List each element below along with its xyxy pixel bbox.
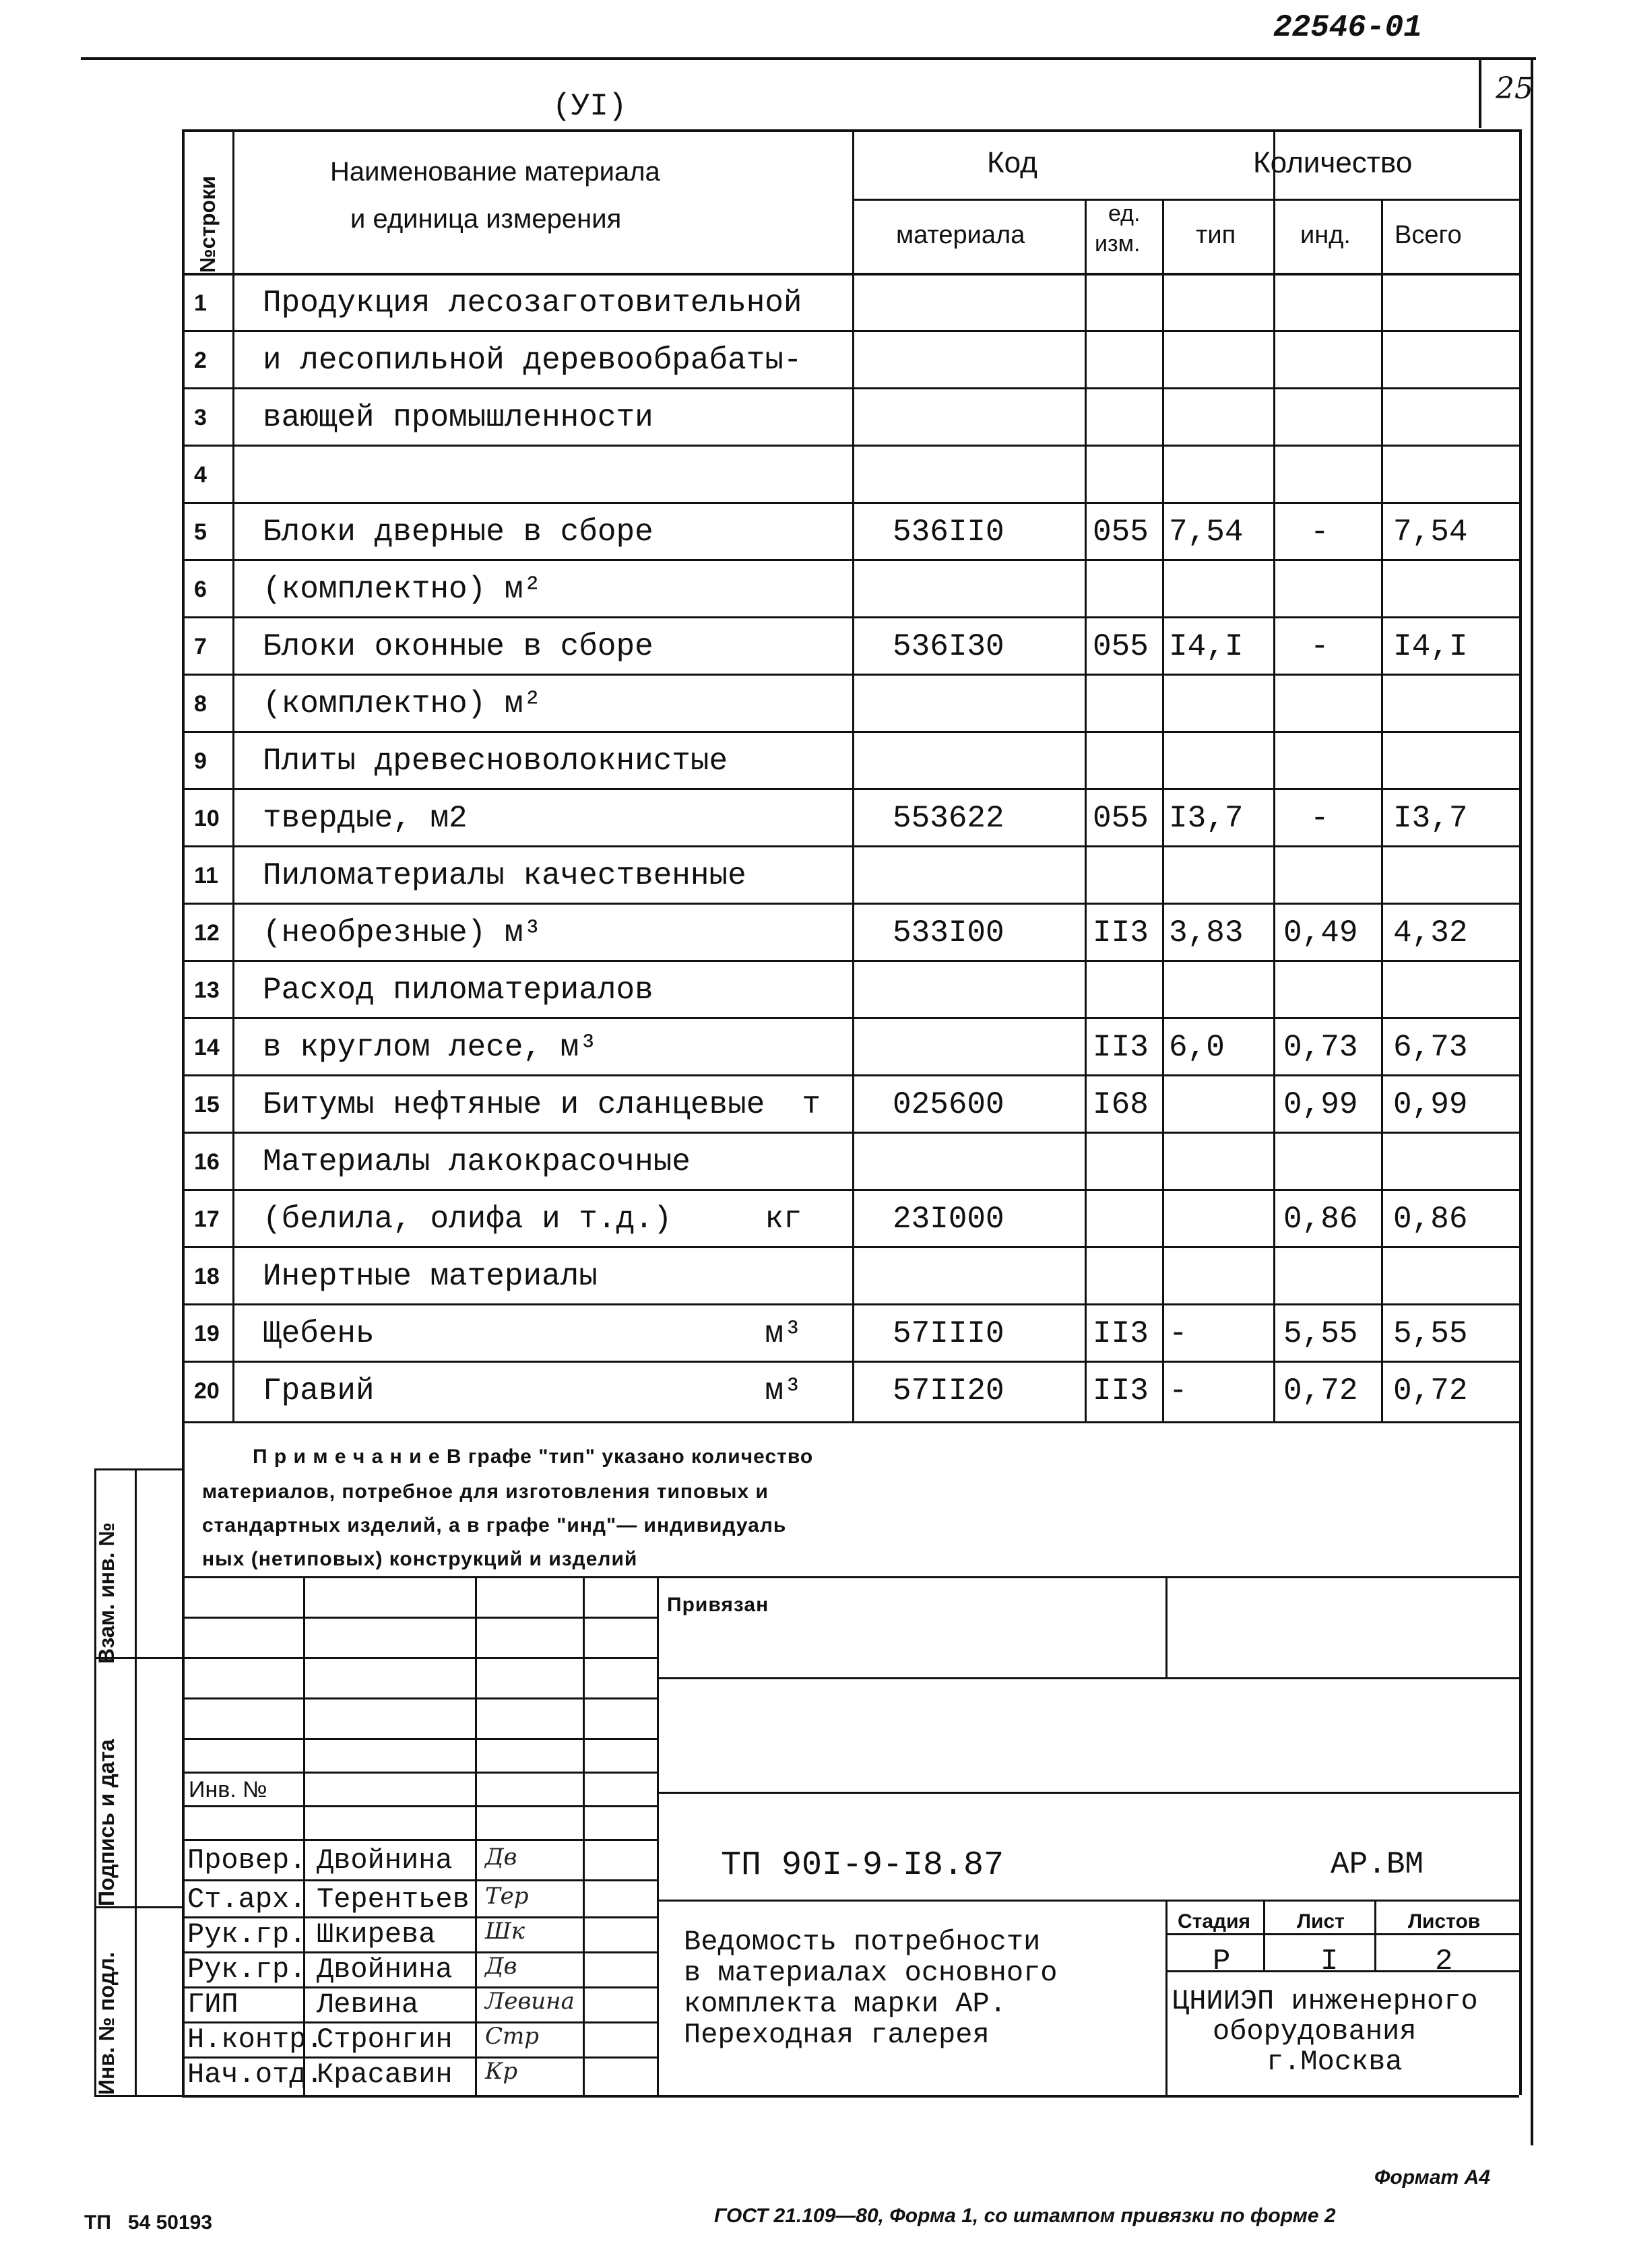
- unit-code: 055: [1093, 629, 1149, 664]
- column-line: [1273, 129, 1275, 1421]
- qty-ind: 0,72: [1283, 1373, 1358, 1408]
- unit-code: II3: [1093, 915, 1149, 950]
- title-line-1: Ведомость потребности: [684, 1926, 1041, 1958]
- qty-total: 5,55: [1393, 1316, 1468, 1351]
- material-name: Продукция лесозаготовительной: [263, 286, 802, 321]
- material-name: (комплектно) м²: [263, 686, 542, 721]
- right-border: [1531, 57, 1533, 2145]
- row-number: 7: [194, 634, 207, 659]
- signature-row-line: [182, 1805, 657, 1807]
- signer-name: Двойнина: [317, 1844, 453, 1877]
- row-number-header: №строки: [195, 176, 220, 273]
- inv-no-label: Инв. №: [189, 1777, 267, 1803]
- material-name: (комплектно) м²: [263, 572, 542, 607]
- material-name: Блоки оконные в сборе: [263, 629, 653, 664]
- stage-header-line: [1165, 1933, 1519, 1935]
- signer-signature: Дв: [485, 1844, 517, 1871]
- row-line: [182, 903, 1519, 905]
- row-line: [182, 1361, 1519, 1363]
- side-label-inv-podl: Инв. № подл.: [94, 1951, 119, 2095]
- material-name: Битумы нефтяные и сланцевые т: [263, 1087, 821, 1122]
- note-top-line: [182, 1421, 1519, 1423]
- stage-value: Р: [1213, 1945, 1231, 1978]
- qty-ind: 0,86: [1283, 1202, 1358, 1237]
- row-line: [182, 845, 1519, 847]
- qty-type: I3,7: [1169, 801, 1244, 836]
- type-header: тип: [1196, 221, 1236, 249]
- top-rule: [81, 57, 1536, 60]
- row-number: 11: [194, 863, 218, 888]
- binding-line: [94, 1468, 182, 1470]
- row-number: 8: [194, 691, 207, 717]
- material-name: Плиты древесноволокнистые: [263, 744, 728, 779]
- material-code: 57III0: [893, 1316, 1004, 1351]
- row-line: [182, 559, 1519, 561]
- row-number: 18: [194, 1264, 220, 1289]
- signature-col-line: [303, 1576, 305, 2095]
- signature-col-line: [583, 1576, 585, 2095]
- material-name: твердые, м2: [263, 801, 468, 836]
- unit-code: II3: [1093, 1030, 1149, 1065]
- row-line: [182, 616, 1519, 618]
- row-number: 20: [194, 1378, 220, 1404]
- material-name: Гравий м³: [263, 1373, 802, 1408]
- qty-total: 7,54: [1393, 515, 1468, 550]
- signer-name: Стронгин: [317, 2023, 453, 2056]
- unit-code: 055: [1093, 515, 1149, 550]
- row-line: [182, 387, 1519, 389]
- row-line: [182, 674, 1519, 676]
- sheets-label: Листов: [1408, 1910, 1481, 1933]
- signature-row-line: [182, 1839, 657, 1841]
- row-number: 12: [194, 920, 220, 946]
- title-line-4: Переходная галерея: [684, 2019, 990, 2051]
- stamp-right-border: [1519, 1421, 1522, 2095]
- row-number: 14: [194, 1035, 220, 1060]
- material-name: Расход пиломатериалов: [263, 973, 653, 1008]
- signature-col-line: [475, 1576, 477, 2095]
- sheets-value: 2: [1435, 1945, 1453, 1978]
- section-mark: (УI): [552, 89, 627, 124]
- signer-role: Н.контр.: [187, 2023, 323, 2056]
- title-line-3: комплекта марки АР.: [684, 1988, 1006, 2020]
- stamp-line: [657, 1900, 1519, 1902]
- row-number: 4: [194, 462, 207, 488]
- stage-divider: [1263, 1900, 1265, 1970]
- row-line: [182, 445, 1519, 447]
- row-line: [182, 1074, 1519, 1076]
- signature-row-line: [182, 1657, 657, 1659]
- signer-signature: Тер: [485, 1883, 529, 1910]
- row-line: [182, 1303, 1519, 1305]
- row-line: [182, 330, 1519, 332]
- row-line: [182, 1246, 1519, 1248]
- qty-ind: 0,49: [1283, 915, 1358, 950]
- row-number: 15: [194, 1092, 220, 1117]
- column-line: [852, 129, 854, 1421]
- document-number: 22546-01: [1273, 10, 1422, 45]
- drawing-mark: АР.ВМ: [1331, 1847, 1424, 1882]
- row-number: 13: [194, 977, 220, 1003]
- material-code: 536II0: [893, 515, 1004, 550]
- qty-total: I4,I: [1393, 629, 1468, 664]
- column-line: [1381, 199, 1383, 1421]
- org-line-1: ЦНИИЭП инженерного: [1172, 1985, 1478, 2017]
- signature-row-line: [182, 2095, 657, 2097]
- material-name: Блоки дверные в сборе: [263, 515, 653, 550]
- qty-type: -: [1169, 1373, 1188, 1408]
- row-line: [182, 1017, 1519, 1019]
- qty-total: 0,86: [1393, 1202, 1468, 1237]
- project-code: ТП 90I-9-I8.87: [721, 1846, 1004, 1885]
- header-mid-line: [852, 199, 1519, 201]
- material-name: (белила, олифа и т.д.) кг: [263, 1202, 802, 1237]
- stage-label: Стадия: [1178, 1910, 1251, 1933]
- material-name: Инертные материалы: [263, 1259, 598, 1294]
- row-number: 9: [194, 748, 207, 774]
- row-number: 17: [194, 1206, 220, 1232]
- unit-header-line2: изм.: [1095, 231, 1141, 257]
- signer-role: Провер.: [187, 1844, 307, 1877]
- material-name: Щебень м³: [263, 1316, 802, 1351]
- row-number: 5: [194, 519, 207, 545]
- title-line-2: в материалах основного: [684, 1957, 1058, 1989]
- sheet-box-left: [1479, 57, 1481, 128]
- qty-type: -: [1169, 1316, 1188, 1351]
- qty-total: 0,72: [1393, 1373, 1468, 1408]
- binding-strip-mid: [135, 1468, 137, 2095]
- signer-signature: Кр: [485, 2058, 518, 2085]
- signer-name: Левина: [317, 1988, 419, 2021]
- ind-header: инд.: [1300, 221, 1351, 249]
- stamp-line: [657, 1677, 1519, 1679]
- signer-name: Красавин: [317, 2059, 453, 2091]
- material-code: 23I000: [893, 1202, 1004, 1237]
- qty-ind: -: [1310, 629, 1329, 664]
- name-header-line2: и единица измерения: [350, 204, 622, 234]
- row-line: [182, 1189, 1519, 1191]
- table-top-line: [182, 129, 1519, 132]
- signer-role: Ст.арх.: [187, 1883, 307, 1916]
- stamp-divider: [1165, 1900, 1168, 2095]
- material-name: вающей промышленности: [263, 400, 653, 435]
- material-code: 57II20: [893, 1373, 1004, 1408]
- row-number: 16: [194, 1149, 220, 1175]
- column-line: [1085, 199, 1087, 1421]
- qty-total: I3,7: [1393, 801, 1468, 836]
- row-number: 2: [194, 348, 207, 373]
- qty-total: 4,32: [1393, 915, 1468, 950]
- stamp-left-border: [182, 1421, 185, 2095]
- signer-role: ГИП: [187, 1988, 238, 2021]
- signature-row-line: [182, 1772, 657, 1774]
- signer-signature: Левина: [485, 1988, 575, 2015]
- binding-line: [94, 1906, 182, 1908]
- signer-signature: Дв: [485, 1953, 517, 1980]
- note-line-2: материалов, потребное для изготовления типовых и: [202, 1481, 769, 1503]
- material-name: Материалы лакокрасочные: [263, 1144, 691, 1179]
- signature-row-line: [182, 1986, 657, 1988]
- signer-role: Нач.отд.: [187, 2059, 323, 2091]
- sheet-divider: [1374, 1900, 1376, 1970]
- binding-line: [94, 2095, 182, 2097]
- row-number: 1: [194, 290, 207, 316]
- qty-ind: 5,55: [1283, 1316, 1358, 1351]
- sheet-label: Лист: [1297, 1910, 1345, 1933]
- row-line: [182, 731, 1519, 733]
- material-name: и лесопильной деревообрабаты-: [263, 343, 802, 378]
- material-code-header: материала: [896, 221, 1025, 249]
- note-line-1: П р и м е ч а н и е В графе "тип" указано количество: [253, 1446, 814, 1468]
- org-line-2: оборудования: [1213, 2015, 1417, 2048]
- material-name: (необрезные) м³: [263, 915, 542, 950]
- material-name: в круглом лесе, м³: [263, 1030, 598, 1065]
- signer-name: Терентьев: [317, 1883, 470, 1916]
- signer-name: Шкирева: [317, 1918, 436, 1951]
- row-number: 19: [194, 1321, 220, 1347]
- qty-ind: 0,99: [1283, 1087, 1358, 1122]
- unit-code: II3: [1093, 1373, 1149, 1408]
- row-line: [182, 960, 1519, 962]
- material-code: 533I00: [893, 915, 1004, 950]
- signer-role: Рук.гр.: [187, 1918, 307, 1951]
- unit-code: 055: [1093, 801, 1149, 836]
- signer-signature: Стр: [485, 2023, 540, 2050]
- qty-total: 6,73: [1393, 1030, 1468, 1065]
- unit-header-line1: ед.: [1108, 201, 1141, 226]
- qty-type: I4,I: [1169, 629, 1244, 664]
- code-header: Код: [987, 146, 1037, 179]
- quantity-header: Количество: [1253, 146, 1413, 179]
- org-line-3: г.Москва: [1267, 2046, 1403, 2078]
- signature-col-line: [657, 1576, 659, 2095]
- side-label-vzam: Взам. инв. №: [94, 1522, 119, 1664]
- name-header-line1: Наименование материала: [330, 157, 660, 187]
- footer-gost: ГОСТ 21.109—80, Форма 1, со штампом привязки по форме 2: [714, 2205, 1336, 2227]
- row-line: [182, 273, 1519, 276]
- privyazan-divider: [1165, 1576, 1168, 1677]
- qty-type: 6,0: [1169, 1030, 1225, 1065]
- signature-row-line: [182, 1697, 657, 1699]
- qty-type: 3,83: [1169, 915, 1244, 950]
- row-line: [182, 502, 1519, 504]
- side-label-podpis: Подпись и дата: [94, 1739, 119, 1906]
- row-line: [182, 788, 1519, 790]
- signer-name: Двойнина: [317, 1953, 453, 1986]
- row-number: 3: [194, 405, 207, 430]
- sheet-number: 25: [1496, 71, 1533, 106]
- stamp-line: [657, 1792, 1519, 1794]
- qty-ind: -: [1310, 801, 1329, 836]
- unit-code: I68: [1093, 1087, 1149, 1122]
- note-line-3: стандартных изделий, а в графе "инд"— индивидуаль: [202, 1514, 787, 1536]
- material-code: 553622: [893, 801, 1004, 836]
- row-line: [182, 1132, 1519, 1134]
- column-line: [1519, 129, 1522, 1421]
- signature-row-line: [182, 1738, 657, 1740]
- qty-ind: -: [1310, 515, 1329, 550]
- material-name: Пиломатериалы качественные: [263, 858, 746, 893]
- total-header: Всего: [1395, 221, 1462, 249]
- note-line-4: ных (нетиповых) конструкций и изделий: [202, 1548, 638, 1570]
- privyazan-label: Привязан: [667, 1594, 769, 1616]
- sheet-value: I: [1320, 1945, 1339, 1978]
- footer-left: ТП 54 50193: [84, 2211, 213, 2234]
- qty-type: 7,54: [1169, 515, 1244, 550]
- column-line: [1162, 199, 1164, 1421]
- qty-ind: 0,73: [1283, 1030, 1358, 1065]
- row-number: 10: [194, 806, 220, 831]
- material-code: 536I30: [893, 629, 1004, 664]
- signer-signature: Шк: [485, 1918, 525, 1945]
- row-number: 6: [194, 577, 207, 602]
- unit-code: II3: [1093, 1316, 1149, 1351]
- qty-total: 0,99: [1393, 1087, 1468, 1122]
- signature-row-line: [182, 1617, 657, 1619]
- material-code: 025600: [893, 1087, 1004, 1122]
- signer-role: Рук.гр.: [187, 1953, 307, 1986]
- column-line: [182, 129, 185, 1421]
- format-label: Формат А4: [1374, 2166, 1490, 2189]
- signature-row-line: [182, 1879, 657, 1881]
- signature-row-line: [182, 1576, 657, 1578]
- column-line: [232, 129, 234, 1421]
